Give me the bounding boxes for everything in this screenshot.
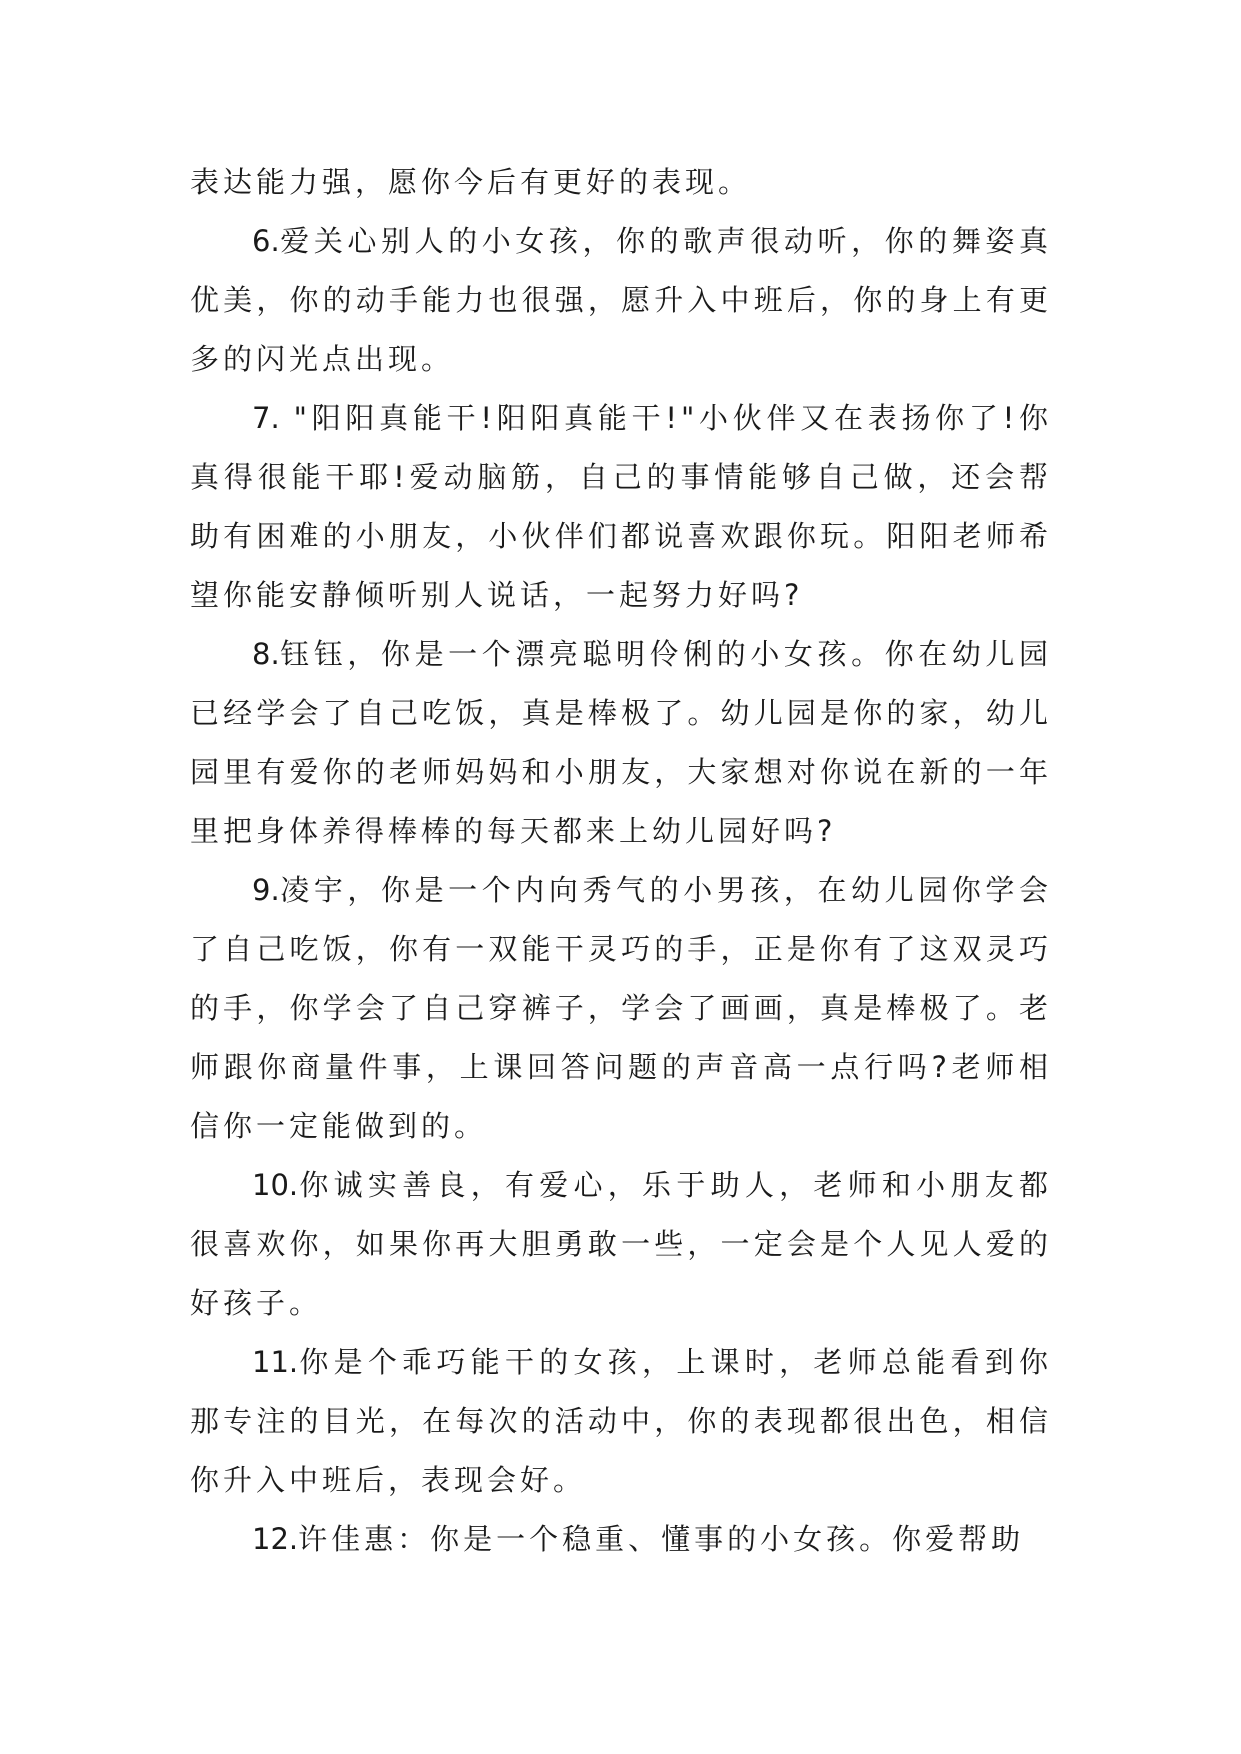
paragraph-number: 8. [252, 637, 280, 671]
paragraph-12 [190, 1510, 1052, 1569]
paragraph-text: 表达能力强，愿你今后有更好的表现。 [190, 165, 752, 199]
paragraph-text: 凌宇，你是一个内向秀气的小男孩，在幼儿园你学会了自己吃饭，你有一双能干灵巧的手，正是你有了这双灵巧的手，你学会了自己穿裤子，学会了画画，真是棒极了。老师跟你商量件事，上课回答问题的声音高一点行吗?老师相信你一定能做到的。 [190, 873, 1052, 1143]
paragraph-10 [190, 1156, 1052, 1333]
paragraph-text: "阳阳真能干!阳阳真能干!"小伙伴又在表扬你了!你真得很能干耶!爱动脑筋，自己的事情能够自己做，还会帮助有困难的小朋友，小伙伴们都说喜欢跟你玩。阳阳老师希望你能安静倾听别人说话，一起努力好吗? [190, 401, 1052, 612]
paragraph-5-continued [190, 153, 1052, 212]
paragraph-number: 6. [252, 224, 280, 258]
paragraph-7 [190, 389, 1052, 625]
paragraph-number: 11. [252, 1345, 299, 1379]
paragraph-number: 12. [252, 1522, 299, 1556]
paragraph-number: 10. [252, 1168, 299, 1202]
paragraph-text: 你诚实善良，有爱心，乐于助人，老师和小朋友都很喜欢你，如果你再大胆勇敢一些，一定会是个人见人爱的好孩子。 [190, 1168, 1052, 1320]
paragraph-number: 9. [252, 873, 280, 907]
paragraph-text: 你是个乖巧能干的女孩，上课时，老师总能看到你那专注的目光，在每次的活动中，你的表现都很出色，相信你升入中班后，表现会好。 [190, 1345, 1052, 1497]
paragraph-text: 许佳惠：你是一个稳重、懂事的小女孩。你爱帮助 [298, 1522, 1025, 1556]
paragraph-6 [190, 212, 1052, 389]
paragraph-text: 爱关心别人的小女孩，你的歌声很动听，你的舞姿真优美，你的动手能力也很强，愿升入中班后，你的身上有更多的闪光点出现。 [190, 224, 1052, 376]
paragraph-9 [190, 861, 1052, 1156]
paragraph-8 [190, 625, 1052, 861]
paragraph-number: 7. [252, 401, 280, 435]
document-body [190, 153, 1052, 1569]
paragraph-text: 钰钰，你是一个漂亮聪明伶俐的小女孩。你在幼儿园已经学会了自己吃饭，真是棒极了。幼儿园是你的家，幼儿园里有爱你的老师妈妈和小朋友，大家想对你说在新的一年里把身体养得棒棒的每天都来上幼儿园好吗? [190, 637, 1052, 848]
paragraph-11 [190, 1333, 1052, 1510]
